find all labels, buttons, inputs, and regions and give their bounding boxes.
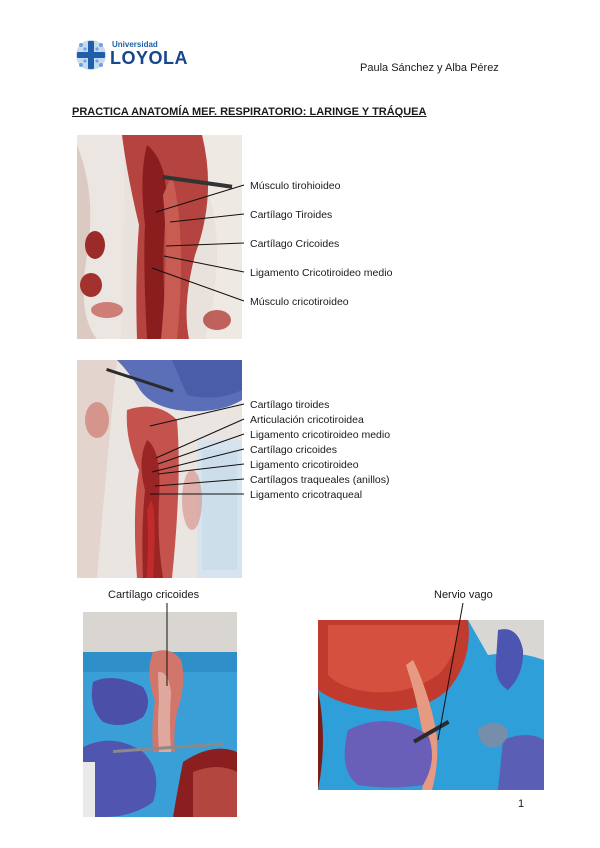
fig1-label-cartilago-tiroides: Cartílago Tiroides — [250, 209, 333, 221]
document-title: PRACTICA ANATOMÍA MEF. RESPIRATORIO: LARINGE Y TRÁQUEA — [72, 106, 427, 118]
logo-emblem-icon — [74, 38, 108, 72]
logo-name-text: LOYOLA — [110, 48, 188, 68]
figure4-photo — [318, 620, 544, 790]
figure4-image — [318, 620, 544, 790]
fig2-label-ligamento-cricotraqueal: Ligamento cricotraqueal — [250, 489, 363, 501]
figure1-image — [77, 135, 242, 339]
figure1-photo — [77, 135, 242, 339]
figure2-image — [77, 360, 242, 578]
fig2-label-ligamento-cricotiroideo: Ligamento cricotiroideo — [250, 459, 359, 471]
figure3-photo — [83, 612, 237, 817]
fig2-label-cartilagos-traqueales: Cartílagos traqueales (anillos) — [250, 474, 390, 486]
authors: Paula Sánchez y Alba Pérez — [360, 62, 499, 74]
fig4-label-nervio-vago: Nervio vago — [434, 589, 493, 601]
fig2-label-articulacion-cricotiroidea: Articulación cricotiroidea — [250, 414, 364, 426]
fig2-label-cartilago-tiroides: Cartílago tiroides — [250, 399, 330, 411]
logo-university-text: Universidad — [112, 40, 158, 49]
figure3-image — [83, 612, 237, 817]
page-number: 1 — [518, 798, 525, 810]
figure2-photo — [77, 360, 242, 578]
university-logo — [74, 36, 188, 76]
fig1-label-musculo-cricotiroideo: Músculo cricotiroideo — [250, 296, 349, 308]
fig1-label-ligamento-cricotiroideo-medio: Ligamento Cricotiroideo medio — [250, 267, 393, 279]
fig1-label-cartilago-cricoides: Cartílago Cricoides — [250, 238, 340, 250]
fig2-label-cartilago-cricoides: Cartílago cricoides — [250, 444, 337, 456]
fig1-label-musculo-tirohioideo: Músculo tirohioideo — [250, 180, 341, 192]
fig2-label-ligamento-cricotiroideo-medio: Ligamento cricotiroideo medio — [250, 429, 391, 441]
fig3-label-cartilago-cricoides: Cartílago cricoides — [108, 589, 200, 601]
